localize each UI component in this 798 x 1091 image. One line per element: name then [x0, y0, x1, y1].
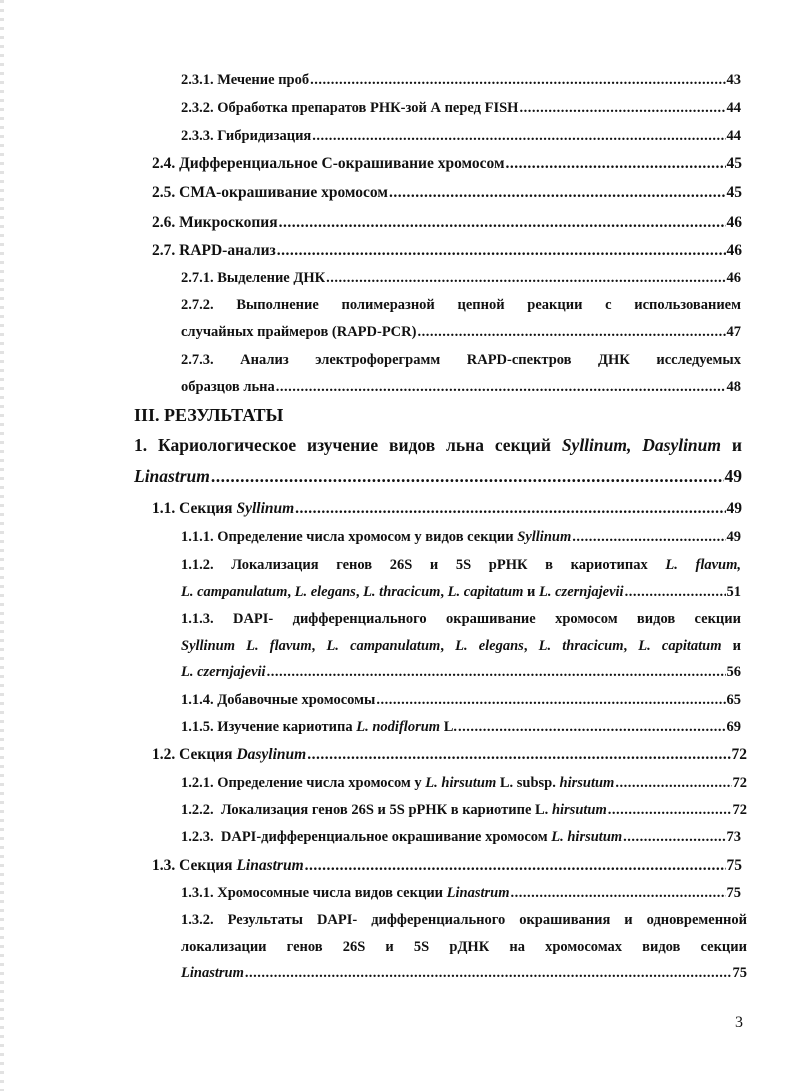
- entry-title: Мечение проб: [217, 72, 310, 88]
- entry-number: 2.7.: [152, 242, 176, 259]
- separator: ,: [311, 637, 327, 654]
- toc-entry-1-1-5: [181, 720, 741, 735]
- entry-species-line1: L. flavum,: [665, 557, 742, 573]
- dot-leader: [511, 886, 726, 901]
- species-3: L. thracicum: [363, 583, 441, 600]
- entry-title: Выделение ДНК: [217, 270, 326, 286]
- conjunction: и: [721, 637, 742, 654]
- dot-leader: [376, 693, 725, 708]
- dot-leader: [615, 776, 731, 791]
- dot-leader: [623, 830, 725, 845]
- entry-title-line2: образцов льна: [181, 378, 275, 395]
- entry-page: 56: [726, 664, 741, 680]
- entry-page: 43: [726, 72, 741, 88]
- species-1: Syllinum L. flavum: [181, 637, 312, 654]
- toc-entry-1-2-1: [181, 776, 747, 791]
- entry-title-line3: L. czernjajevii: [181, 664, 266, 680]
- dot-leader: [506, 156, 726, 172]
- species-2: L. elegans: [294, 583, 356, 600]
- entry-title-line3: Linastrum: [181, 965, 244, 981]
- entry-number: 2.7.2.: [181, 297, 214, 313]
- entry-number: 2.4.: [152, 155, 176, 172]
- entry-title: СМА-окрашивание хромосом: [179, 184, 388, 201]
- toc-entry-2-7: [152, 243, 742, 259]
- dot-leader: [310, 73, 725, 88]
- toc-entry-1-2: [152, 747, 747, 763]
- dot-leader: [267, 665, 726, 680]
- page-number: 3: [735, 1014, 743, 1031]
- toc-entry-1-1: [152, 501, 742, 517]
- toc-entry-1: [134, 437, 742, 485]
- dot-leader: [276, 380, 726, 395]
- dot-leader: [417, 325, 725, 340]
- entry-page: 44: [726, 100, 741, 116]
- dot-leader: [277, 243, 726, 259]
- entry-mid: L. subsp.: [496, 775, 560, 791]
- entry-label: Секция: [179, 857, 237, 874]
- toc-entry-2-3-2: [181, 101, 741, 116]
- entry-name: L. hirsutum: [551, 829, 623, 845]
- entry-title: Локализация генов 26S и 5S рРНК в кариотипе L.: [220, 802, 552, 818]
- entry-number: 1.: [134, 435, 148, 455]
- entry-title: Изучение кариотипа: [217, 719, 357, 735]
- toc-entry-2-4: [152, 156, 742, 172]
- entry-title-line1: Результаты DAPI- дифференциального окрашивания и одновременной: [227, 912, 748, 928]
- entry-page: 49: [726, 500, 742, 517]
- toc-entry-1-1-3: [181, 612, 741, 680]
- separator: ,: [440, 583, 448, 600]
- dot-leader: [279, 215, 726, 231]
- entry-name: L. nodiflorum: [356, 719, 441, 735]
- dot-leader: [458, 720, 726, 735]
- separator: ,: [523, 637, 539, 654]
- toc-entry-1-1-1: [181, 530, 741, 545]
- species-5: L. czernjajevii: [539, 583, 624, 600]
- entry-title-line2: случайных праймеров (RAPD-PCR): [181, 323, 417, 340]
- entry-title: RAPD-анализ: [179, 242, 276, 259]
- toc-entry-1-2-3: [181, 830, 741, 845]
- dot-leader: [295, 501, 725, 517]
- species-2: L. campanulatum: [326, 637, 441, 654]
- entry-page: 72: [732, 802, 747, 818]
- entry-number: 1.3.2.: [181, 912, 214, 928]
- separator: ,: [287, 583, 295, 600]
- toc-entry-1-1-2: [181, 558, 741, 599]
- entry-name: L. hirsutum: [425, 775, 497, 791]
- toc-entry-1-3-1: [181, 886, 741, 901]
- entry-page: 51: [726, 583, 741, 600]
- species-4: L. thracicum: [538, 637, 624, 654]
- entry-page: 45: [726, 155, 742, 172]
- entry-page: 72: [731, 746, 747, 763]
- entry-page: 65: [726, 692, 741, 708]
- entry-page: 49: [726, 529, 741, 545]
- toc-entry-2-3-1: [181, 73, 741, 88]
- dot-leader: [572, 530, 725, 545]
- toc-entry-2-7-1: [181, 271, 741, 286]
- entry-title-line1a: Кариологическое изучение видов льна секций: [158, 435, 562, 455]
- separator: ,: [355, 583, 364, 600]
- entry-page: 46: [726, 270, 741, 286]
- entry-title-line1: DAPI- дифференциального окрашивание хромосом видов секции: [232, 611, 741, 627]
- dot-leader: [312, 129, 725, 144]
- entry-number: 2.6.: [152, 214, 176, 231]
- entry-number: 1.3.1.: [181, 885, 214, 901]
- entry-page: 75: [726, 857, 742, 874]
- entry-title: Хромосомные числа видов секции: [217, 885, 447, 901]
- entry-number: 1.2.1.: [181, 775, 214, 791]
- entry-number: 2.3.3.: [181, 128, 214, 144]
- entry-name: Linastrum: [446, 885, 510, 901]
- entry-title-line1: Выполнение полимеразной цепной реакции с использованием: [236, 297, 741, 313]
- entry-number: 1.2.: [152, 746, 176, 763]
- entry-number: 1.1.3.: [181, 611, 214, 627]
- entry-suffix: L.: [440, 719, 457, 735]
- entry-number: 2.3.2.: [181, 100, 214, 116]
- separator: ,: [440, 637, 456, 654]
- entry-title: Обработка препаратов РНК-зой А перед FISH: [217, 100, 519, 116]
- entry-number: 2.5.: [152, 184, 176, 201]
- entry-number: 1.1.5.: [181, 719, 214, 735]
- dot-leader: [326, 271, 725, 286]
- toc-entry-2-7-2: [181, 298, 741, 339]
- entry-name: hirsutum: [551, 802, 607, 818]
- species-5: L. capitatum: [638, 637, 722, 654]
- entry-title-line2: локализации генов 26S и 5S рДНК на хромосомах видов секции: [181, 938, 747, 955]
- entry-title: Дифференциальное С-окрашивание хромосом: [179, 155, 505, 172]
- entry-page: 46: [726, 242, 742, 259]
- separator: ,: [623, 637, 639, 654]
- entry-page: 45: [726, 184, 742, 201]
- dot-leader: [305, 858, 726, 874]
- toc-entry-1-3-2: [181, 913, 747, 981]
- entry-page: 75: [726, 885, 741, 901]
- entry-page: 75: [732, 965, 747, 981]
- entry-page: 44: [726, 128, 741, 144]
- dot-leader: [307, 747, 730, 763]
- entry-title-line1b: Syllinum, Dasylinum: [561, 435, 722, 455]
- dot-leader: [608, 803, 732, 818]
- species-3: L. elegans: [455, 637, 524, 654]
- entry-number: 1.1.: [152, 500, 176, 517]
- dot-leader: [245, 966, 732, 981]
- entry-page: 49: [724, 465, 742, 486]
- entry-title: Гибридизация: [217, 128, 312, 144]
- entry-title-line2: Linastrum: [134, 465, 210, 486]
- species-4: L. capitatum: [447, 583, 524, 600]
- entry-number: 2.7.1.: [181, 270, 214, 286]
- entry-label: Секция: [179, 500, 237, 517]
- toc-entry-1-1-4: [181, 693, 741, 708]
- entry-page: 72: [732, 775, 747, 791]
- entry-name2: hirsutum: [559, 775, 615, 791]
- entry-page: 48: [726, 378, 741, 395]
- dot-leader: [519, 101, 725, 116]
- entry-label: Секция: [179, 746, 237, 763]
- entry-title: Микроскопия: [179, 214, 278, 231]
- entry-page: 46: [726, 214, 742, 231]
- entry-name: Linastrum: [236, 857, 304, 874]
- entry-number: 1.1.1.: [181, 529, 214, 545]
- entry-page: 47: [726, 323, 741, 340]
- entry-title-line1: Локализация генов 26S и 5S рРНК в кариотипах: [231, 557, 648, 573]
- toc-entry-2-5: [152, 185, 742, 201]
- entry-title: Добавочные хромосомы: [217, 692, 376, 708]
- entry-number: 1.1.4.: [181, 692, 214, 708]
- entry-title: Определение числа хромосом у: [217, 775, 426, 791]
- toc-entry-1-3: [152, 858, 742, 874]
- toc-entry-2-3-3: [181, 129, 741, 144]
- entry-title: DAPI-дифференциальное окрашивание хромосом: [220, 829, 552, 845]
- entry-page: 73: [726, 829, 741, 845]
- entry-number: 1.3.: [152, 857, 176, 874]
- entry-number: 2.3.1.: [181, 72, 214, 88]
- entry-name: Syllinum: [236, 500, 295, 517]
- entry-number: 1.2.2.: [181, 802, 214, 818]
- entry-number: 1.1.2.: [181, 557, 214, 573]
- toc-entry-1-2-2: [181, 803, 747, 818]
- section-heading-results: III. РЕЗУЛЬТАТЫ: [134, 405, 284, 425]
- entry-number: 1.2.3.: [181, 829, 214, 845]
- entry-title-line1c: и: [721, 435, 742, 455]
- entry-title-line1: Анализ электрофореграмм RAPD-спектров ДНК исследуемых: [240, 352, 741, 368]
- entry-name: Dasylinum: [236, 746, 307, 763]
- entry-name: Syllinum: [517, 529, 572, 545]
- scan-edge-artifact: [0, 0, 4, 1091]
- conjunction: и: [523, 583, 540, 600]
- entry-page: 69: [726, 719, 741, 735]
- dot-leader: [389, 185, 726, 201]
- toc-entry-2-7-3: [181, 353, 741, 394]
- species-1: L. campanulatum: [181, 583, 288, 600]
- entry-title: Определение числа хромосом у видов секции: [217, 529, 518, 545]
- entry-number: 2.7.3.: [181, 352, 214, 368]
- dot-leader: [211, 468, 724, 486]
- dot-leader: [625, 585, 726, 600]
- toc-entry-2-6: [152, 215, 742, 231]
